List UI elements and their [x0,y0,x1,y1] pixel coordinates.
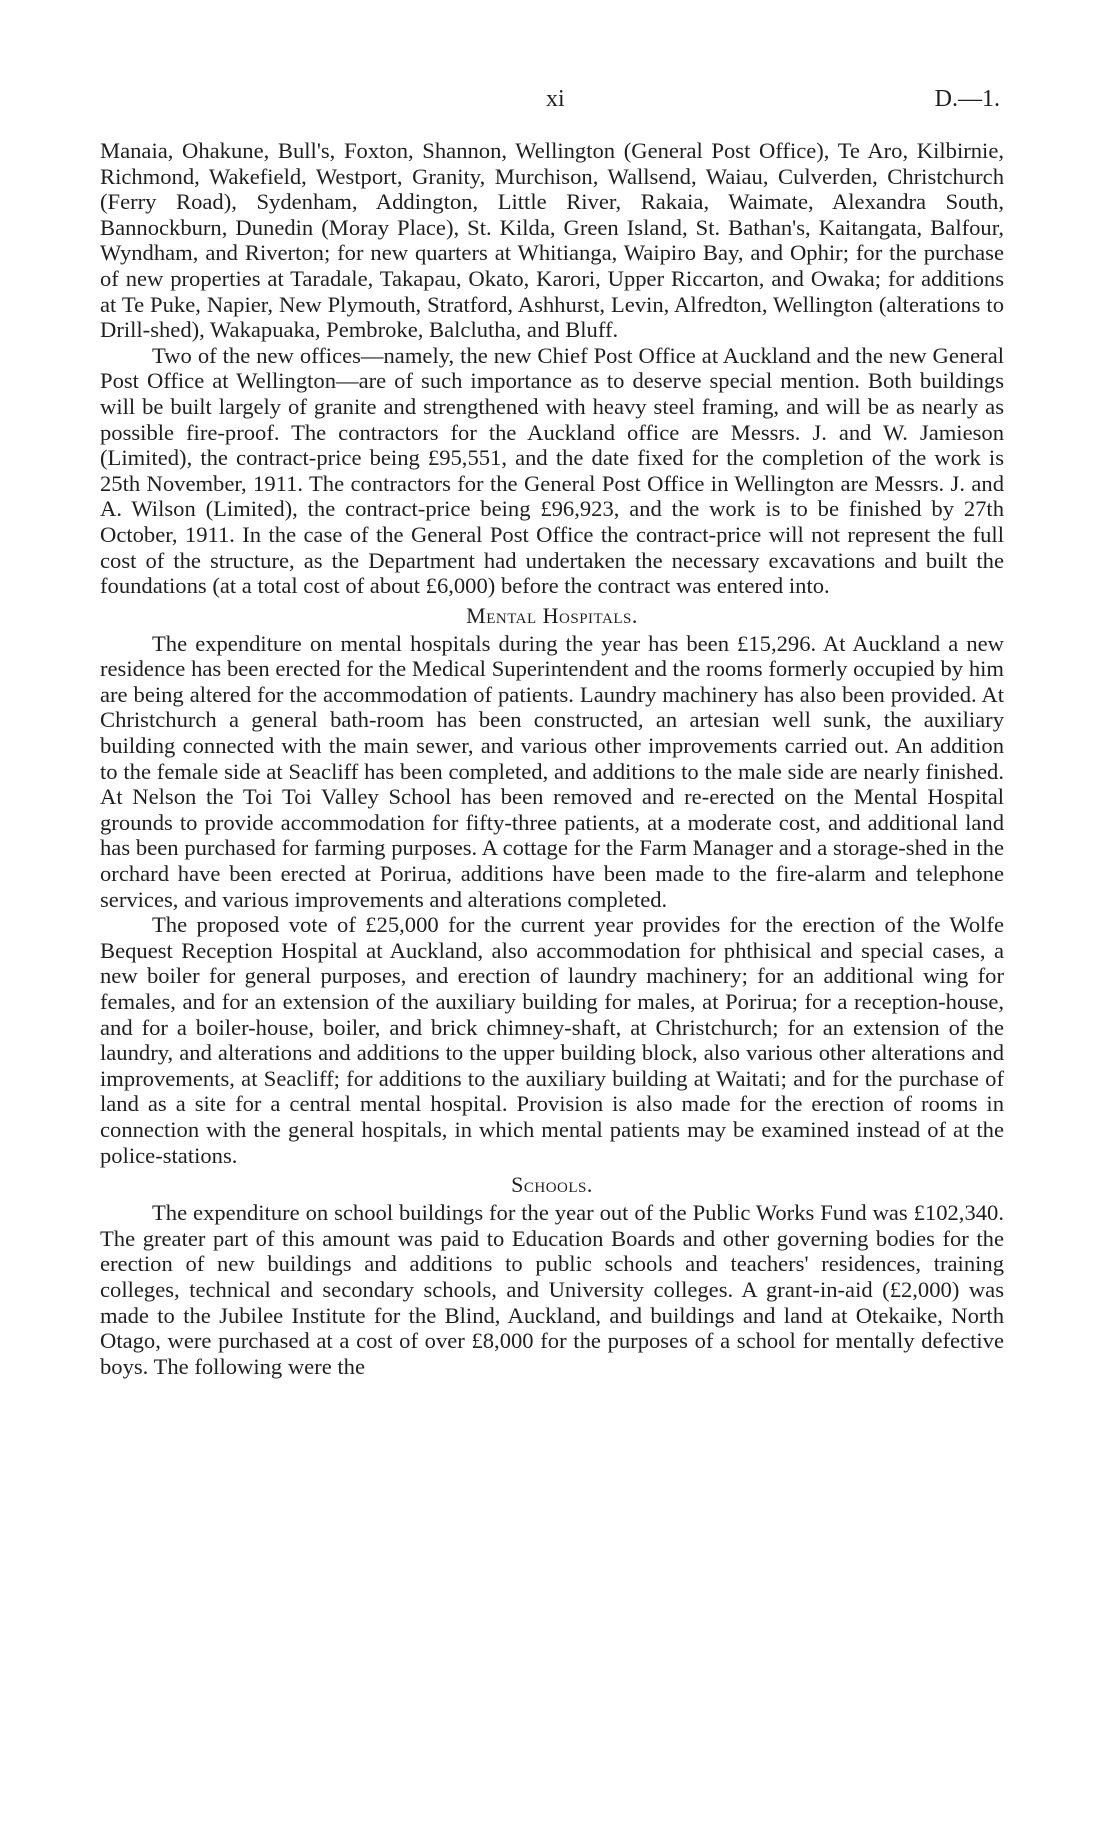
page-number: xi [546,86,565,112]
section-heading-schools: Schools. [511,1172,593,1198]
paragraph-post-office-list: Manaia, Ohakune, Bull's, Foxton, Shannon, Wellington (General Post Office), Te Aro, Kilbirnie, Richmond, Wakefield, Westport, Granity, Murchison, Wallsend, Waiau, Culverden, Christchurch (Ferry Road), Sydenham, Addington, Little River, Rakaia, Waimate, Alexandra South, Bannockburn, Dunedin (Moray Place), St. Kilda, Green Island, St. Bathan's, Kaitangata, Balfour, Wyndham, and Riverton; for new quarters at Whitianga, Waipiro Bay, and Ophir; for the purchase of new properties at Taradale, Takapau, Okato, Karori, Upper Riccarton, and Owaka; for additions at Te Puke, Napier, New Plymouth, Stratford, Ashhurst, Levin, Alfredton, Wellington (alterations to Drill-shed), Wakapuaka, Pembroke, Balclutha, and Bluff. [100,138,1004,343]
paragraph-new-offices: Two of the new offices—namely, the new Chief Post Office at Auckland and the new General Post Office at Wellington—are of such importance as to deserve special mention. Both buildings will be built largely of granite and strengthened with heavy steel framing, and will be as nearly as possible fire-proof. The contractors for the Auckland office are Messrs. J. and W. Jamieson (Limited), the contract-price being £95,551, and the date fixed for the completion of the work is 25th November, 1911. The contractors for the General Post Office in Wellington are Messrs. J. and A. Wilson (Limited), the contract-price being £96,923, and the work is to be finished by 27th October, 1911. In the case of the General Post Office the contract-price will not represent the full cost of the structure, as the Department had undertaken the necessary excavations and built the foundations (at a total cost of about £6,000) before the contract was entered into. [100,342,1004,599]
document-reference: D.—1. [934,86,1000,112]
page-body [100,138,1004,1379]
section-heading-mental-hospitals: Mental Hospitals. [466,602,638,628]
page-header [0,86,1114,126]
paragraph-mental-proposed-vote: The proposed vote of £25,000 for the current year provides for the erection of the Wolfe Bequest Reception Hospital at Auckland, also accommodation for phthisical and special cases, a new boiler for general purposes, and erection of laundry machinery; for an additional wing for females, and for an extension of the auxiliary building for males, at Porirua; for a reception-house, and for a boiler-house, boiler, and brick chimney-shaft, at Christchurch; for an extension of the laundry, and alterations and additions to the upper building block, also various other alterations and improvements, at Seacliff; for additions to the auxiliary building at Waitati; and for the purchase of land as a site for a central mental hospital. Provision is also made for the erection of rooms in connection with the general hospitals, in which mental patients may be examined instead of at the police-stations. [100,912,1004,1168]
paragraph-mental-expenditure: The expenditure on mental hospitals during the year has been £15,296. At Auckland a new residence has been erected for the Medical Superintendent and the rooms formerly occupied by him are being altered for the accommodation of patients. Laundry machinery has also been provided. At Christchurch a general bath-room has been constructed, an artesian well sunk, the auxiliary building connected with the main sewer, and various other improvements carried out. An addition to the female side at Seacliff has been completed, and additions to the male side are nearly finished. At Nelson the Toi Toi Valley School has been removed and re-erected on the Mental Hospital grounds to provide accommodation for fifty-three patients, at a moderate cost, and additional land has been purchased for farming purposes. A cottage for the Farm Manager and a storage-shed in the orchard have been erected at Porirua, additions have been made to the fire-alarm and telephone services, and various improvements and alterations completed. [100,630,1004,912]
paragraph-schools-expenditure: The expenditure on school buildings for the year out of the Public Works Fund was £102,340. The greater part of this amount was paid to Education Boards and other governing bodies for the erection of new buildings and additions to public schools and teachers' residences, training colleges, technical and secondary schools, and University colleges. A grant-in-aid (£2,000) was made to the Jubilee Institute for the Blind, Auckland, and buildings and land at Otekaike, North Otago, were purchased at a cost of over £8,000 for the purposes of a school for mentally defective boys. The following were the [100,1200,1004,1379]
